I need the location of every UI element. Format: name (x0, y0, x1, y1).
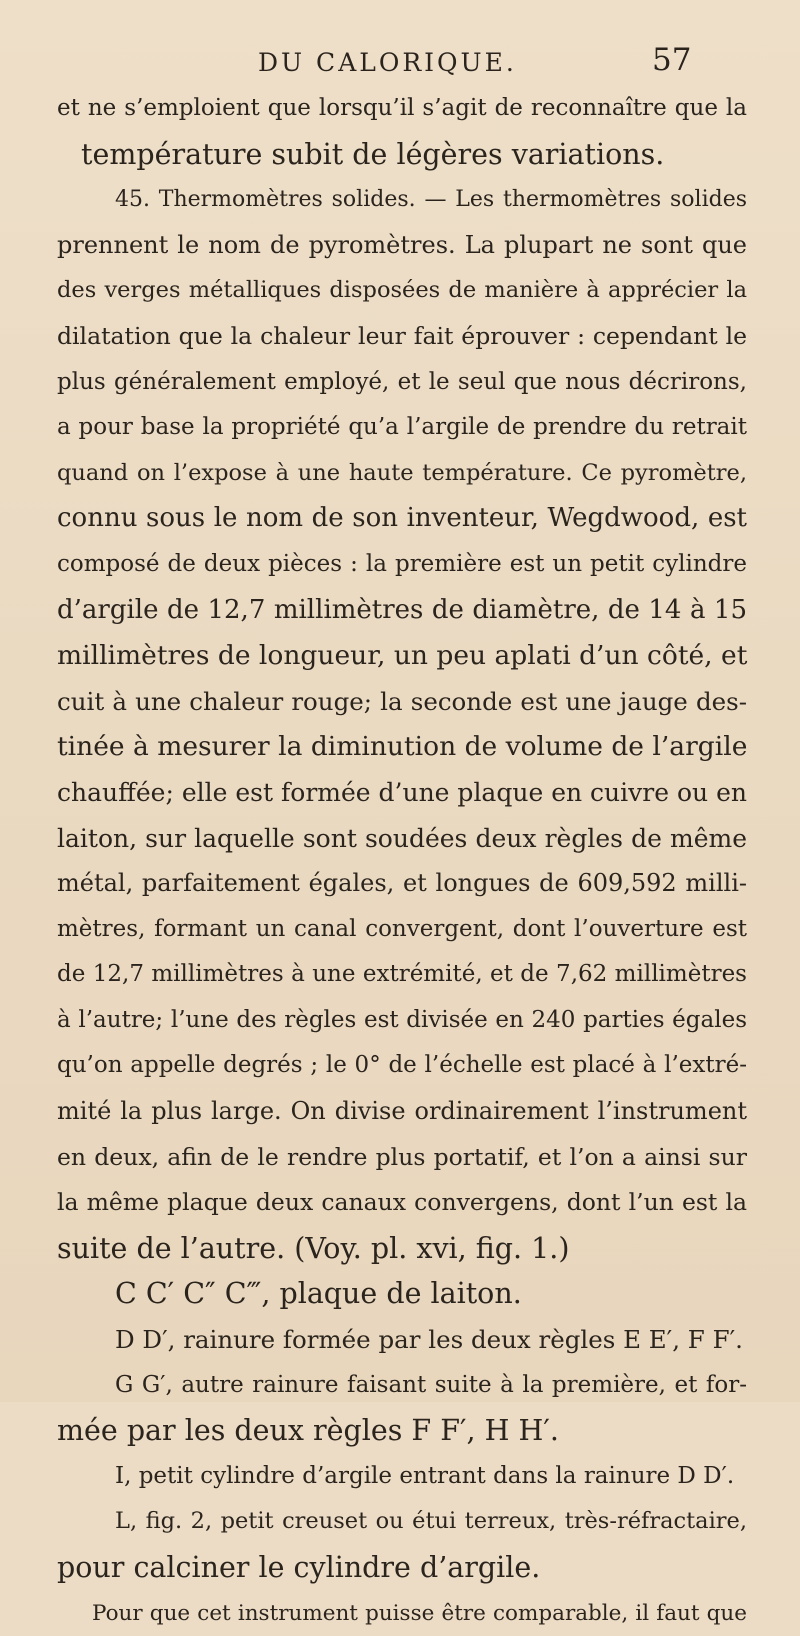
text-line: connu sous le nom de son inventeur, Wegdwood, est (57, 503, 747, 534)
text-line: composé de deux pièces : la première est un petit cylindre (57, 550, 747, 577)
legend-line: I, petit cylindre d’argile entrant dans la rainure D D′. (115, 1462, 735, 1489)
page-number: 57 (652, 42, 692, 78)
text-line: laiton, sur laquelle sont soudées deux règles de même (57, 823, 747, 853)
text-line: la même plaque deux canaux convergens, dont l’un est la (57, 1188, 747, 1217)
legend-line: L, fig. 2, petit creuset ou étui terreux, très-réfractaire, (115, 1508, 747, 1535)
text-line: et ne s’emploient que lorsqu’il s’agit de reconnaître que la (57, 95, 747, 121)
text-line: température subit de légères variations. (81, 137, 665, 171)
text-line: métal, parfaitement égales, et longues de 609,592 milli- (57, 869, 747, 898)
text-line: à l’autre; l’une des règles est divisée en 240 parties égales (57, 1006, 747, 1033)
legend-line: mée par les deux règles F F′, H H′. (57, 1414, 559, 1448)
text-line: qu’on appelle degrés ; le 0° de l’échelle est placé à l’extré- (57, 1052, 747, 1079)
section-heading-line: 45. Thermomètres solides. — Les thermomètres solides (115, 187, 747, 213)
running-title: DU CALORIQUE. (258, 48, 517, 77)
legend-line: D D′, rainure formée par les deux règles E E′, F F′. (115, 1325, 743, 1355)
text-line: suite de l’autre. (Voy. pl. xvi, fig. 1.) (57, 1231, 570, 1265)
text-line: a pour base la propriété qu’a l’argile de prendre du retrait (57, 414, 747, 441)
text-line: Pour que cet instrument puisse être comparable, il faut que (92, 1600, 747, 1626)
legend-line: G G′, autre rainure faisant suite à la première, et for- (115, 1371, 747, 1398)
text-line: plus généralement employé, et le seul que nous décrirons, (57, 368, 747, 395)
text-line: mité la plus large. On divise ordinairement l’instrument (57, 1097, 747, 1126)
text-line: des verges métalliques disposées de manière à apprécier la (57, 277, 747, 304)
text-line: dilatation que la chaleur leur fait éprouver : cependant le (57, 321, 747, 350)
text-line: quand on l’expose à une haute température. Ce pyromètre, (57, 459, 747, 486)
text-line: cuit à une chaleur rouge; la seconde est une jauge des- (57, 686, 747, 716)
text-line: en deux, afin de le rendre plus portatif, et l’on a ainsi sur (57, 1142, 747, 1171)
text-line: d’argile de 12,7 millimètres de diamètre, de 14 à 15 (57, 594, 747, 625)
legend-line: pour calciner le cylindre d’argile. (57, 1551, 541, 1584)
text-line: tinée à mesurer la diminution de volume de l’argile (57, 731, 748, 763)
body-text (57, 86, 747, 1636)
text-line: mètres, formant un canal convergent, dont l’ouverture est (57, 915, 747, 942)
page-header (0, 42, 800, 82)
text-line: prennent le nom de pyromètres. La plupart ne sont que (57, 230, 747, 259)
text-line: de 12,7 millimètres à une extrémité, et de 7,62 millimètres (57, 961, 747, 988)
legend-line: C C′ C″ C‴, plaque de laiton. (115, 1277, 522, 1311)
text-line: millimètres de longueur, un peu aplati d’un côté, et (57, 640, 748, 672)
text-line: chauffée; elle est formée d’une plaque en cuivre ou en (57, 777, 747, 807)
